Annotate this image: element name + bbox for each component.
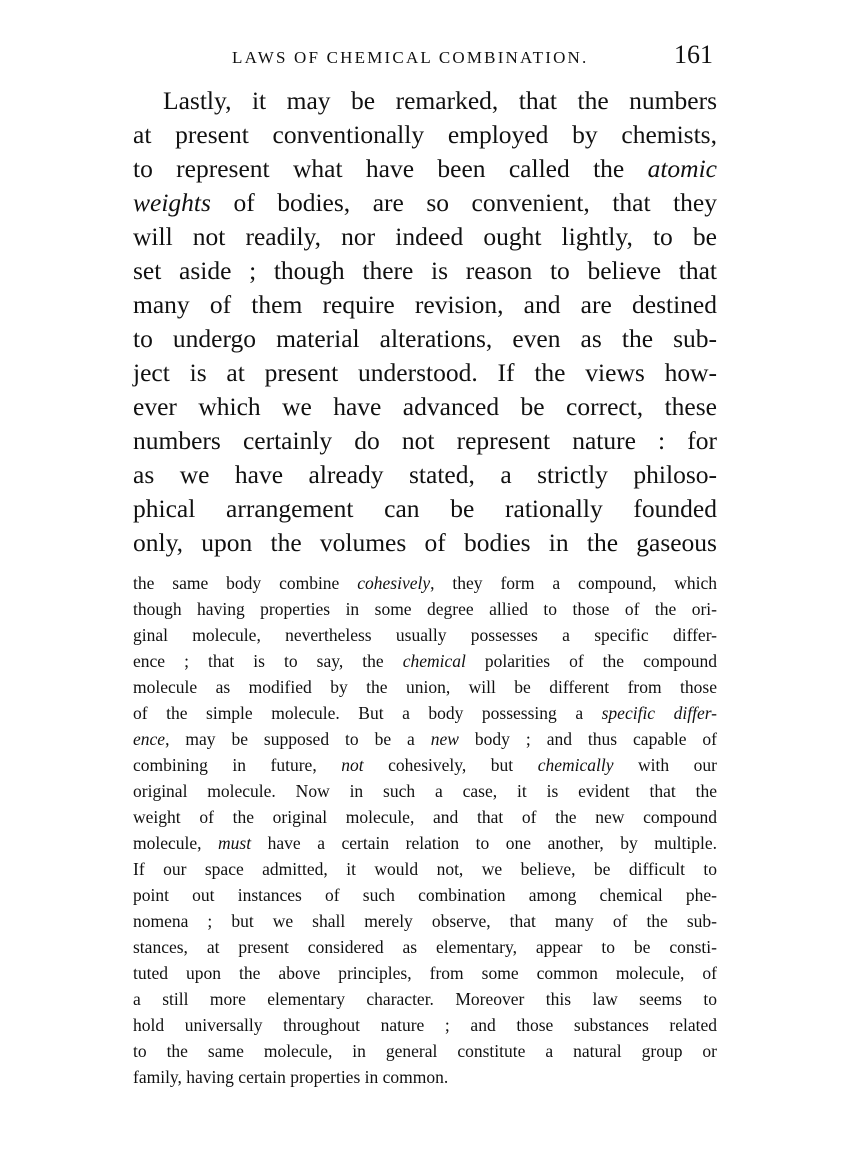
text-segment: to represent what have been called the: [133, 154, 648, 183]
footnote-line: [133, 908, 717, 934]
footnote-line: [133, 1064, 717, 1090]
italic-text: weights: [133, 188, 211, 217]
italic-text: chemically: [537, 755, 614, 775]
footnote-line: [133, 570, 717, 596]
main-text-line: [133, 492, 717, 526]
italic-text: specific differ-: [601, 703, 717, 723]
main-text-line: [133, 356, 717, 390]
text-segment: though having properties in some degree allied to those of the ori-: [133, 599, 717, 619]
italic-text: must: [218, 833, 252, 853]
text-segment: polarities of the compound: [465, 651, 717, 671]
text-segment: cohesively, but: [363, 755, 538, 775]
main-text-line: [133, 526, 717, 560]
main-text-line: [133, 152, 717, 186]
footnote-line: [133, 804, 717, 830]
text-segment: weight of the original molecule, and that of the new compound: [133, 807, 717, 827]
main-text-line: [133, 288, 717, 322]
text-segment: molecule as modified by the union, will be different from those: [133, 677, 717, 697]
text-segment: stances, at present considered as elementary, appear to be consti-: [133, 937, 717, 957]
text-segment: family, having certain properties in common.: [133, 1067, 449, 1087]
footnote-line: [133, 934, 717, 960]
text-segment: If our space admitted, it would not, we believe, be difficult to: [133, 859, 717, 879]
footnote-line: [133, 648, 717, 674]
text-segment: many of them require revision, and are destined: [133, 290, 717, 319]
footnote-line: [133, 882, 717, 908]
italic-text: cohesively: [357, 573, 431, 593]
text-segment: as we have already stated, a strictly philoso-: [133, 460, 717, 489]
text-segment: at present conventionally employed by chemists,: [133, 120, 717, 149]
text-segment: will not readily, nor indeed ought lightly, to be: [133, 222, 717, 251]
main-text-line: [133, 254, 717, 288]
text-segment: ginal molecule, nevertheless usually possesses a specific differ-: [133, 625, 717, 645]
italic-text: not: [341, 755, 364, 775]
footnote-line: [133, 1038, 717, 1064]
main-text-line: [133, 84, 717, 118]
footnote-line: [133, 960, 717, 986]
text-segment: body ; and thus capable of: [458, 729, 717, 749]
text-segment: set aside ; though there is reason to believe that: [133, 256, 717, 285]
footnote-line: [133, 1012, 717, 1038]
text-segment: ever which we have advanced be correct, these: [133, 392, 717, 421]
text-segment: phical arrangement can be rationally founded: [133, 494, 717, 523]
italic-text: ence: [133, 729, 166, 749]
footnote-line: [133, 856, 717, 882]
text-segment: nomena ; but we shall merely observe, that many of the sub-: [133, 911, 717, 931]
text-segment: , may be supposed to be a: [165, 729, 431, 749]
page-number: 161: [674, 40, 713, 69]
footnote-line: [133, 596, 717, 622]
main-text-line: [133, 424, 717, 458]
text-segment: have a certain relation to one another, by multiple.: [251, 833, 717, 853]
footnote-line: [133, 674, 717, 700]
main-text-line: [133, 322, 717, 356]
page-header: [0, 38, 850, 78]
text-segment: to the same molecule, in general constitute a natural group or: [133, 1041, 717, 1061]
main-text-line: [133, 220, 717, 254]
footnote-line: [133, 726, 717, 752]
footnote-line: [133, 622, 717, 648]
text-segment: numbers certainly do not represent nature : for: [133, 426, 717, 455]
text-segment: the same body combine: [133, 573, 358, 593]
text-segment: , they form a compound, which: [430, 573, 717, 593]
text-segment: Lastly, it may be remarked, that the numbers: [163, 86, 717, 115]
text-segment: of bodies, are so convenient, that they: [210, 188, 717, 217]
italic-text: new: [430, 729, 459, 749]
footnote-line: [133, 752, 717, 778]
text-segment: molecule,: [133, 833, 219, 853]
text-segment: tuted upon the above principles, from some common molecule, of: [133, 963, 717, 983]
italic-text: chemical: [402, 651, 466, 671]
text-segment: original molecule. Now in such a case, it is evident that the: [133, 781, 717, 801]
running-title: LAWS OF CHEMICAL COMBINATION.: [232, 48, 589, 67]
text-segment: to undergo material alterations, even as the sub-: [133, 324, 717, 353]
text-segment: point out instances of such combination among chemical phe-: [133, 885, 717, 905]
footnote-line: [133, 700, 717, 726]
main-text-line: [133, 118, 717, 152]
text-segment: of the simple molecule. But a body possessing a: [133, 703, 602, 723]
text-segment: only, upon the volumes of bodies in the gaseous: [133, 528, 717, 557]
footnote-line: [133, 986, 717, 1012]
main-text-body: [133, 84, 717, 560]
text-segment: a still more elementary character. Moreover this law seems to: [133, 989, 717, 1009]
text-segment: ence ; that is to say, the: [133, 651, 403, 671]
footnote: [133, 570, 717, 1090]
main-text-line: [133, 390, 717, 424]
main-text-line: [133, 186, 717, 220]
footnote-line: [133, 830, 717, 856]
text-segment: with our: [613, 755, 717, 775]
text-segment: ject is at present understood. If the views how-: [133, 358, 717, 387]
text-segment: combining in future,: [133, 755, 342, 775]
main-text-line: [133, 458, 717, 492]
italic-text: atomic: [647, 154, 717, 183]
text-segment: hold universally throughout nature ; and those substances related: [133, 1015, 717, 1035]
footnote-line: [133, 778, 717, 804]
